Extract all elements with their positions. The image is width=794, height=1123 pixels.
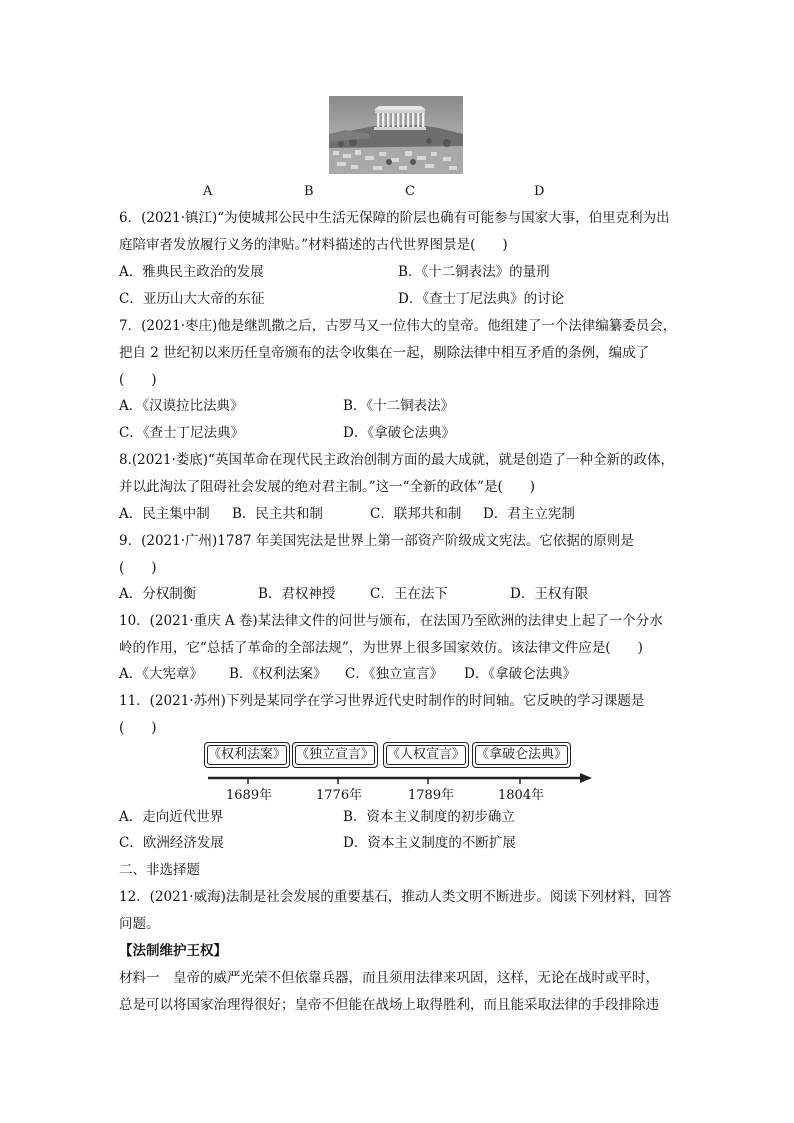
figure-label-b: B [304, 184, 314, 199]
q6-option-c: C．亚历山大大帝的东征 [119, 291, 265, 307]
timeline-axis [200, 772, 595, 784]
q10-stem-line2: 岭的作用，它“总括了革命的全部法规”，为世界上很多国家效仿。该法律文件应是( ) [119, 640, 643, 656]
q11-option-c: C．欧洲经济发展 [119, 835, 224, 851]
timeline-event-2: 《独立宣言》 [292, 742, 378, 768]
q6-stem-line1: 6．(2021·镇江)“为使城邦公民中生活无保障的阶层也确有可能参与国家大事，伯里克利为出 [119, 210, 670, 226]
q10-option-b: B．《权利法案》 [229, 666, 327, 682]
timeline-year-1: 1689年 [226, 788, 273, 803]
q8-stem-line2: 并以此淘汰了阻碍社会发展的绝对君主制。”这一“全新的政体”是( ) [119, 479, 535, 495]
q6-stem-line2: 庭陪审者发放履行义务的津贴。”材料描述的古代世界图景是( ) [119, 237, 508, 253]
timeline-event-4: 《拿破仑法典》 [472, 742, 571, 768]
q6-option-a: A．雅典民主政治的发展 [119, 264, 264, 280]
q9-option-d: D．王权有限 [510, 586, 589, 602]
timeline-year-3: 1789年 [408, 788, 455, 803]
q8-stem-line1: 8.(2021·娄底)“英国革命在现代民主政治创制方面的最大成就，就是创造了一种全新的政体， [119, 452, 674, 468]
q10-option-a: A．《大宪章》 [119, 666, 203, 682]
q11-option-b: B．资本主义制度的初步确立 [343, 809, 515, 825]
q12-stem-line1: 12．(2021·威海)法制是社会发展的重要基石，推动人类文明不断进步。阅读下列材料，回答 [119, 889, 672, 905]
figure-label-c: C [405, 184, 415, 199]
timeline-year-2: 1776年 [316, 788, 363, 803]
q10-option-d: D．《拿破仑法典》 [464, 666, 577, 682]
q6-option-d: D．《查士丁尼法典》的讨论 [398, 291, 565, 307]
q11-option-d: D．资本主义制度的不断扩展 [343, 835, 516, 851]
timeline-year-4: 1804年 [498, 788, 545, 803]
q8-option-a: A．民主集中制 [119, 506, 210, 522]
q7-stem-line1: 7．(2021·枣庄)他是继凯撒之后，古罗马又一位伟大的皇帝。他组建了一个法律编纂委员会， [119, 318, 677, 334]
section-title: 二、非选择题 [119, 862, 200, 878]
q11-stem-line1: 11．(2021·苏州)下列是某同学在学习世界近代史时制作的时间轴。它反映的学习课题是 [119, 693, 645, 709]
q6-option-b: B．《十二铜表法》的量刑 [398, 264, 550, 280]
material1-line2: 总是可以将国家治理得很好；皇帝不但能在战场上取得胜利，而且能采取法律的手段排除违 [119, 997, 659, 1013]
q7-option-d: D．《拿破仑法典》 [343, 425, 456, 441]
timeline-figure [200, 742, 595, 804]
q8-option-b: B．民主共和制 [232, 506, 323, 522]
q7-stem-line3: ( ) [119, 372, 157, 388]
q9-option-a: A．分权制衡 [119, 586, 197, 602]
q7-option-b: B．《十二铜表法》 [343, 398, 455, 414]
q7-option-a: A．《汉谟拉比法典》 [119, 398, 244, 414]
q9-stem-line1: 9．(2021·广州)1787 年美国宪法是世界上第一部资产阶级成文宪法。它依据的原则是 [119, 533, 634, 549]
q10-stem-line1: 10．(2021·重庆 A 卷)某法律文件的问世与颁布，在法国乃至欧洲的法律史上起了一个分水 [119, 613, 663, 629]
q11-option-a: A．走向近代世界 [119, 809, 224, 825]
q11-stem-line2: ( ) [119, 720, 157, 736]
material1-line1: 材料一 皇帝的威严光荣不但依靠兵器，而且须用法律来巩固，这样，无论在战时或平时， [119, 970, 659, 986]
timeline-event-1: 《权利法案》 [204, 742, 290, 768]
q9-option-c: C．王在法下 [370, 586, 448, 602]
timeline-event-3: 《人权宣言》 [383, 742, 469, 768]
q8-option-d: D．君主立宪制 [483, 506, 575, 522]
figure-label-a: A [203, 184, 213, 199]
q8-option-c: C．联邦共和制 [370, 506, 462, 522]
q7-option-c: C．《查士丁尼法典》 [119, 425, 245, 441]
q9-option-b: B．君权神授 [258, 586, 336, 602]
q10-option-c: C．《独立宣言》 [345, 666, 444, 682]
parthenon-photo [329, 96, 463, 174]
q9-stem-line2: ( ) [119, 560, 157, 576]
q12-stem-line2: 问题。 [119, 916, 160, 932]
figure-label-d: D [534, 184, 545, 199]
q7-stem-line2: 把自 2 世纪初以来历任皇帝颁布的法令收集在一起，剔除法律中相互矛盾的条例，编成了 [119, 345, 650, 361]
q12-subheading: 【法制维护王权】 [119, 943, 227, 959]
